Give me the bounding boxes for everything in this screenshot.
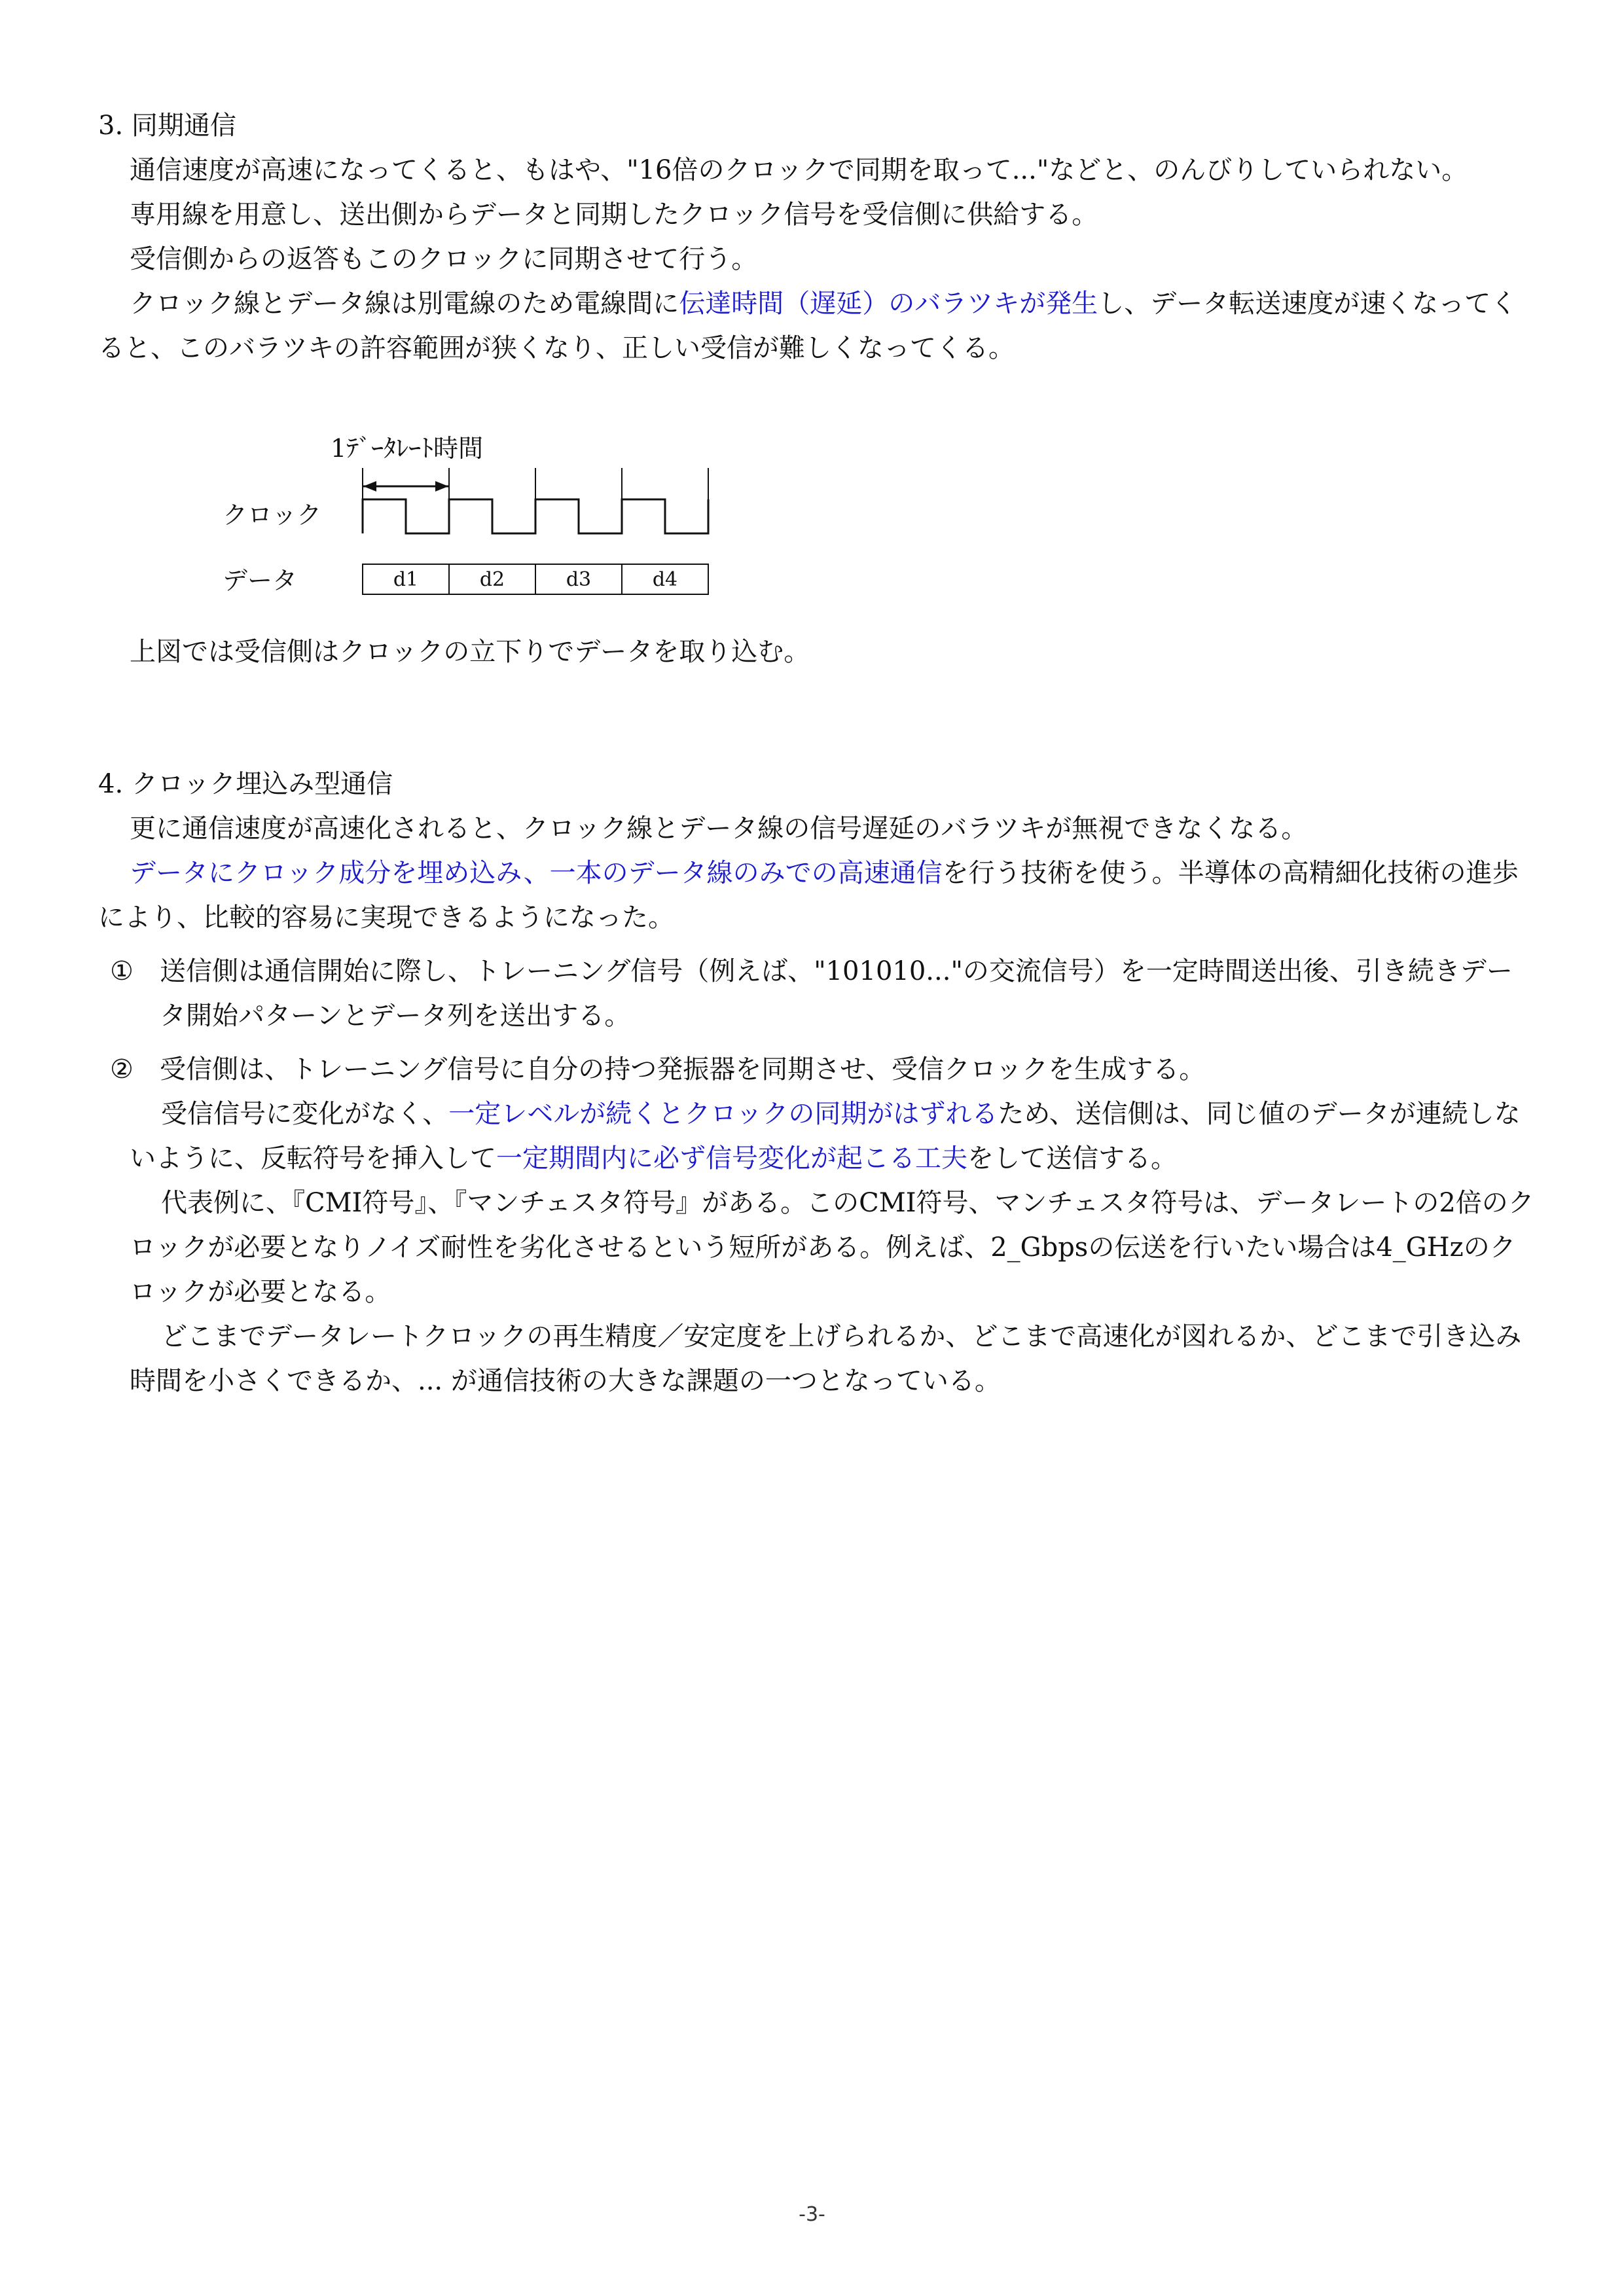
section-3-heading: 3. 同期通信 (98, 111, 236, 141)
section-3-p4-highlight: 伝達時間（遅延）のバラツキが発生 (679, 289, 1098, 319)
diagram-caption: 上図では受信側はクロックの立下りでデータを取り込む。 (130, 637, 810, 667)
item2-p2-text-c: をして送信する。 (967, 1143, 1177, 1174)
data-label: データ (223, 566, 298, 595)
timing-diagram (196, 425, 785, 609)
item2-p2-text-b: ため、送信側は、同じ値のデータが連続しないように、反転符号を挿入して (130, 1099, 1521, 1174)
list-item-1-number: ① (110, 956, 134, 986)
clock-label: クロック (223, 501, 322, 529)
page-number: -3- (799, 2203, 825, 2226)
section-4-p2-highlight: データにクロック成分を埋め込み、一本のデータ線のみでの高速通信 (130, 858, 943, 888)
section-3-p4-text-b: し、データ転送速度が速くなってくると、このバラツキの許容範囲が狭くなり、正しい受信が難しくなってくる。 (98, 289, 1517, 363)
list-item-2 (98, 1047, 1538, 1092)
section-4-paragraph-2 (98, 851, 1538, 940)
list-item-2-paragraph-3: 代表例に、『CMI符号』、『マンチェスタ符号』がある。このCMI符号、マンチェスタ符号は、データレートの2倍のクロックが必要となりノイズ耐性を劣化させるという短所がある。例えば、2_Gbpsの伝送を行いたい場合は4_GHzのクロックが必要となる。 (130, 1188, 1534, 1307)
section-3-paragraph-1: 通信速度が高速になってくると、もはや、"16倍のクロックで同期を取って..."などと、のんびりしていられない。 (130, 155, 1468, 185)
section-4-p2-text: を行う技術を使う。半導体の高精細化技術の進歩により、比較的容易に実現できるようになった。 (98, 858, 1519, 933)
section-3-paragraph-3: 受信側からの返答もこのクロックに同期させて行う。 (130, 244, 758, 274)
section-4 (98, 762, 1538, 1403)
diagram-caption-block (98, 630, 1538, 674)
period-arrow-head-left (363, 481, 376, 492)
section-4-paragraph-1: 更に通信速度が高速化されると、クロック線とデータ線の信号遅延のバラツキが無視できなくなる。 (130, 814, 1308, 844)
list-item-2-paragraph-2 (98, 1092, 1538, 1181)
data-cell-d1: d1 (393, 568, 419, 591)
data-cell-d2: d2 (479, 568, 505, 591)
item2-p2-highlight-2: 一定期間内に必ず信号変化が起こる工夫 (496, 1143, 967, 1174)
list-item-2-number: ② (110, 1054, 134, 1085)
list-item-1 (98, 949, 1538, 1038)
section-4-heading: 4. クロック埋込み型通信 (98, 769, 393, 799)
section-3-paragraph-4 (98, 281, 1538, 370)
list-item-1-text: 送信側は通信開始に際し、トレーニング信号（例えば、"101010..."の交流信号）を一定時間送出後、引き続きデータ開始パターンとデータ列を送出する。 (160, 956, 1513, 1031)
list-item-2-paragraph-4: どこまでデータレートクロックの再生精度／安定度を上げられるか、どこまで高速化が図れるか、どこまで引き込み時間を小さくできるか、... が通信技術の大きな課題の一つとなっている。 (130, 1321, 1522, 1396)
time-label: 1ﾃﾞｰﾀﾚｰﾄ時間 (331, 434, 484, 463)
clock-waveform (363, 499, 708, 533)
period-arrow-head-right (435, 481, 448, 492)
item2-p2-text-a: 受信信号に変化がなく、 (161, 1099, 449, 1129)
section-3-paragraph-2: 専用線を用意し、送出側からデータと同期したクロック信号を受信側に供給する。 (130, 200, 1098, 230)
item2-p2-highlight-1: 一定レベルが続くとクロックの同期がはずれる (448, 1099, 998, 1129)
section-3 (98, 103, 1538, 370)
data-cell-d3: d3 (566, 568, 592, 591)
list-item-2-text: 受信側は、トレーニング信号に自分の持つ発振器を同期させ、受信クロックを生成する。 (160, 1054, 1206, 1085)
section-3-p4-text-a: クロック線とデータ線は別電線のため電線間に (130, 289, 679, 319)
data-cell-d4: d4 (652, 568, 678, 591)
